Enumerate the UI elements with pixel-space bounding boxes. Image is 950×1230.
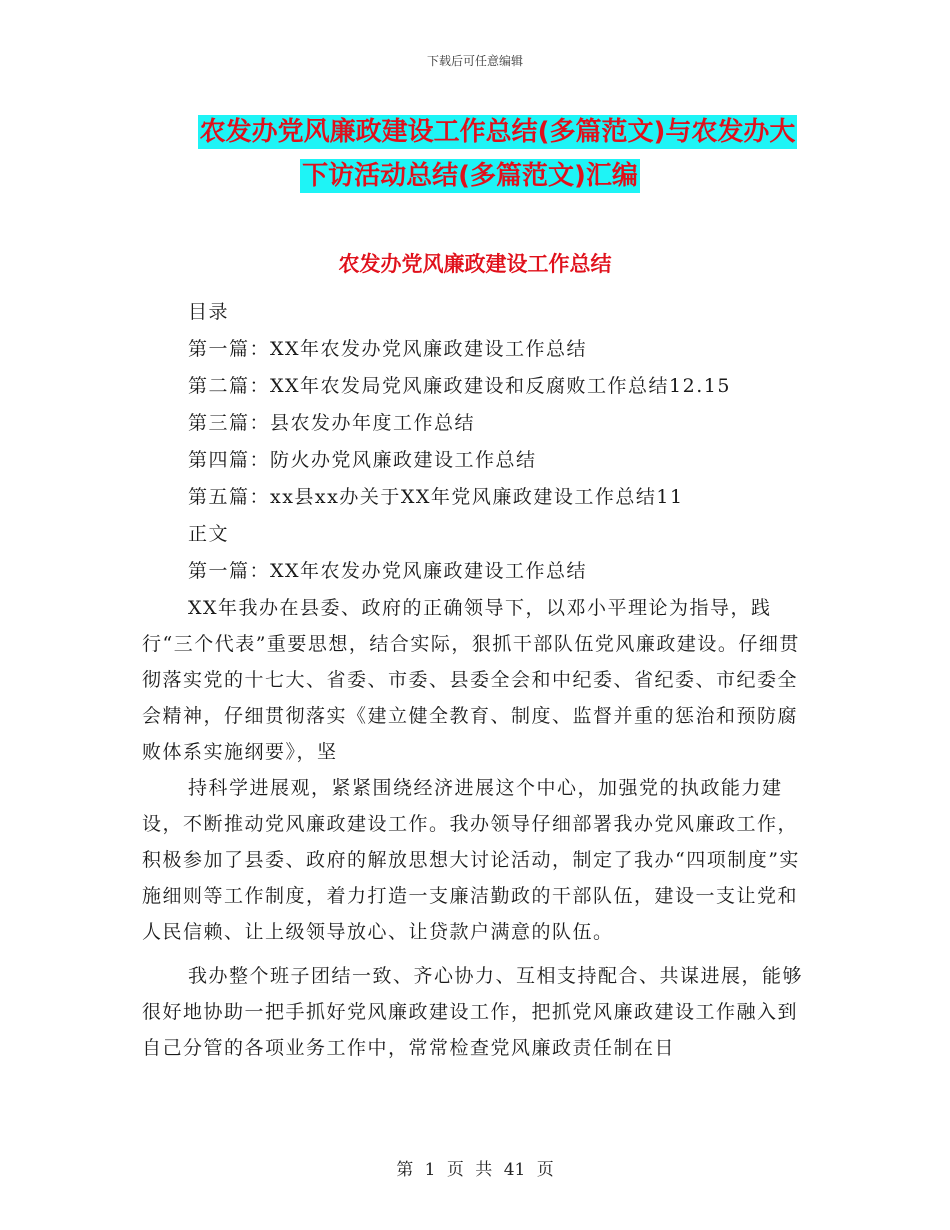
toc-heading: 目录 xyxy=(188,301,230,323)
toc-item: 第五篇：xx县xx办关于XX年党风廉政建设工作总结11 xyxy=(188,486,684,508)
title-line-2: 下访活动总结(多篇范文)汇编 xyxy=(302,161,638,191)
document-title xyxy=(0,110,950,198)
toc-item: 第一篇：XX年农发办党风廉政建设工作总结 xyxy=(188,338,588,360)
title-line-1: 农发办党风廉政建设工作总结(多篇范文)与农发办大 xyxy=(199,117,796,147)
section-title: 农发办党风廉政建设工作总结 xyxy=(338,252,612,276)
body-paragraph: 我办整个班子团结一致、齐心协力、互相支持配合、共谋进展，能够很好地协助一把手抓好党风廉政建设工作，把抓党风廉政建设工作融入到自己分管的各项业务工作中，常常检查党风廉政责任制在日 xyxy=(142,965,804,1059)
body-paragraph: XX年我办在县委、政府的正确领导下，以邓小平理论为指导，践行“三个代表”重要思想，结合实际，狠抓干部队伍党风廉政建设。仔细贯彻落实党的十七大、省委、市委、县委全会和中纪委、省纪委、市纪委全会精神，仔细贯彻落实《建立健全教育、制度、监督并重的惩治和预防腐败体系实施纲要》，坚 xyxy=(142,597,800,763)
toc-item: 第四篇：防火办党风廉政建设工作总结 xyxy=(188,449,537,471)
page-header-note: 下载后可任意编辑 xyxy=(426,54,523,68)
toc-item: 第三篇：县农发办年度工作总结 xyxy=(188,412,476,434)
document-body xyxy=(142,294,812,1066)
body-heading: 正文 xyxy=(188,523,230,545)
body-paragraph: 持科学进展观，紧紧围绕经济进展这个中心，加强党的执政能力建设，不断推动党风廉政建设工作。我办领导仔细部署我办党风廉政工作，积极参加了县委、政府的解放思想大讨论活动，制定了我办“四项制度”实施细则等工作制度，着力打造一支廉洁勤政的干部队伍，建设一支让党和人民信赖、让上级领导放心、让贷款户满意的队伍。 xyxy=(142,777,800,943)
toc-item: 第二篇：XX年农发局党风廉政建设和反腐败工作总结12.15 xyxy=(188,375,731,397)
first-article-heading: 第一篇：XX年农发办党风廉政建设工作总结 xyxy=(188,560,588,582)
page-footer: 第 1 页 共 41 页 xyxy=(396,1160,554,1180)
